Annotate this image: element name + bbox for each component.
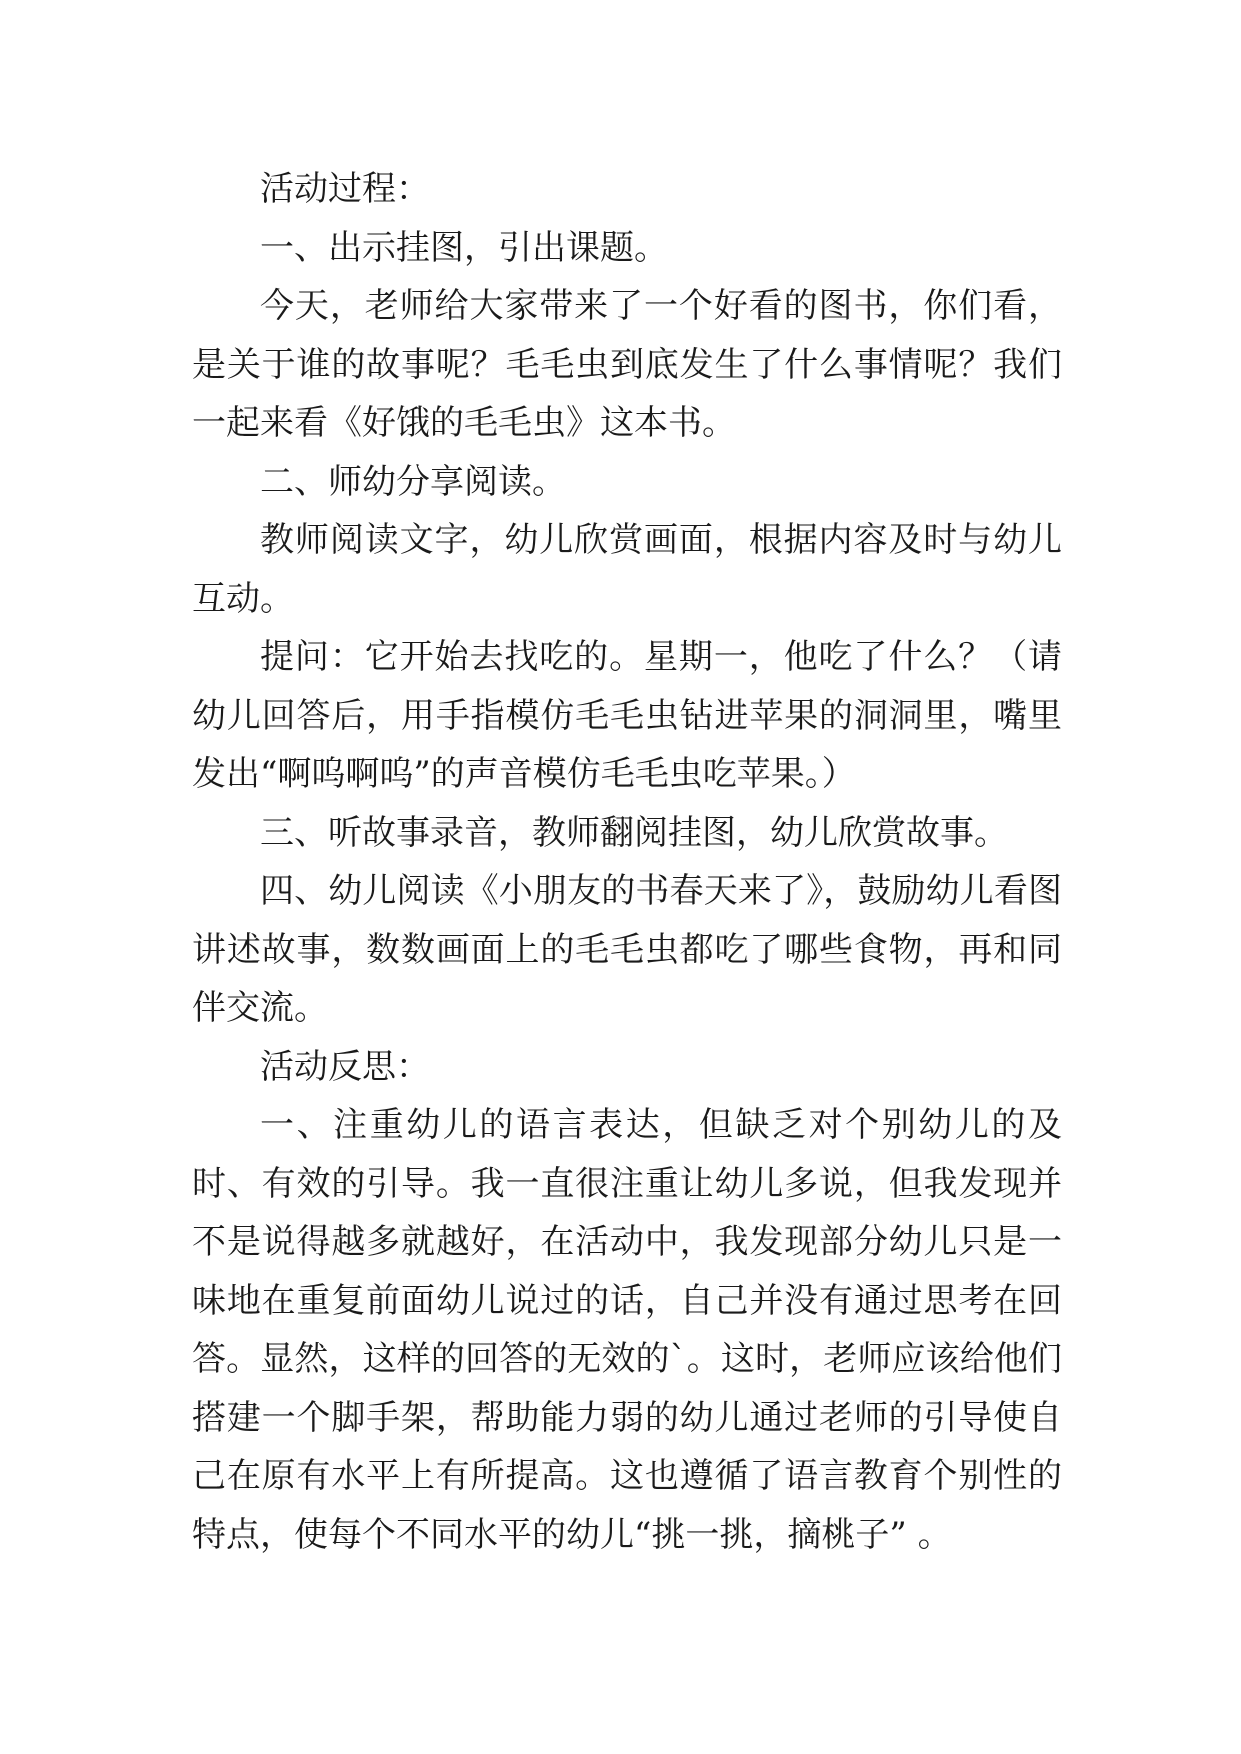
paragraph-intro: 今天，老师给大家带来了一个好看的图书，你们看，是关于谁的故事呢？毛毛虫到底发生了什么事情呢？我们一起来看《好饿的毛毛虫》这本书。 [192, 286, 1062, 443]
step-heading-2: 二、师幼分享阅读。 [260, 461, 566, 502]
paragraph-reflection: 一、注重幼儿的语言表达，但缺乏对个别幼儿的及时、有效的引导。我一直很注重让幼儿多说，但我发现并不是说得越多就越好，在活动中，我发现部分幼儿只是一味地在重复前面幼儿说过的话，自己并没有通过思考在回答。显然，这样的回答的无效的`。这时，老师应该给他们搭建一个脚手架，帮助能力弱的幼儿通过老师的引导使自己在原有水平上有所提高。这也遵循了语言教育个别性的特点，使每个不同水平的幼儿“挑一挑，摘桃子” 。 [192, 1105, 1062, 1555]
section-heading-reflection: 活动反思： [260, 1046, 430, 1087]
step-heading-1: 一、出示挂图，引出课题。 [260, 227, 668, 268]
step-heading-4: 四、幼儿阅读《小朋友的书春天来了》，鼓励幼儿看图讲述故事，数数画面上的毛毛虫都吃了哪些食物，再和同伴交流。 [192, 871, 1062, 1028]
paragraph-question: 提问：它开始去找吃的。星期一，他吃了什么？（请幼儿回答后，用手指模仿毛毛虫钻进苹果的洞洞里，嘴里发出“啊呜啊呜”的声音模仿毛毛虫吃苹果。） [192, 637, 1062, 794]
document-body [192, 160, 1062, 1564]
section-heading-process: 活动过程： [260, 169, 430, 209]
step-heading-3: 三、听故事录音，教师翻阅挂图，幼儿欣赏故事。 [260, 812, 1008, 853]
paragraph-reading: 教师阅读文字，幼儿欣赏画面，根据内容及时与幼儿互动。 [192, 520, 1062, 619]
